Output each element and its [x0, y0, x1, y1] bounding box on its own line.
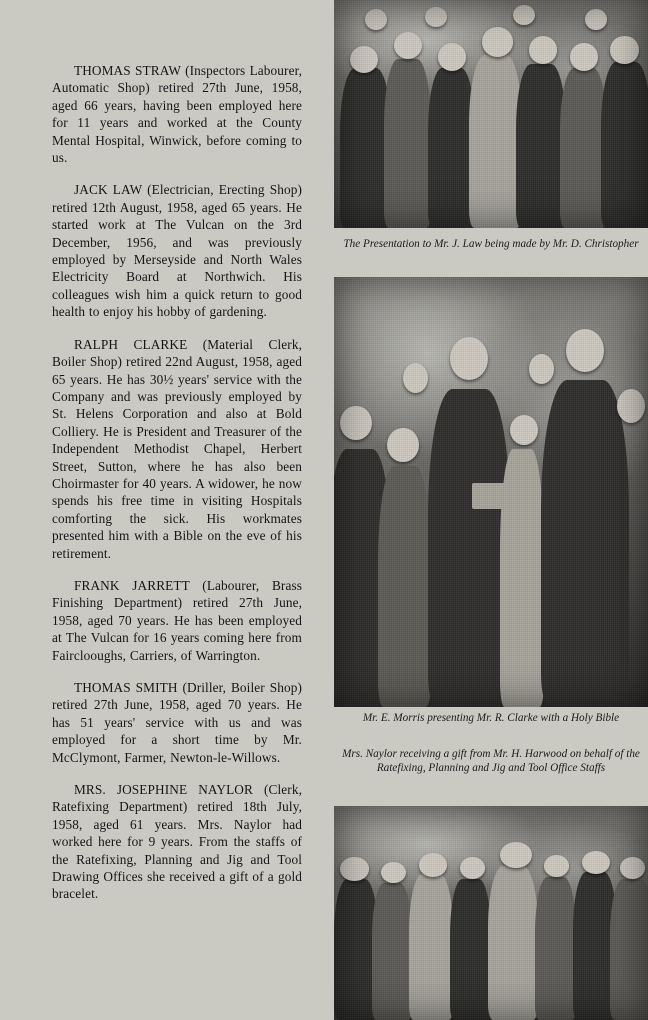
paragraph-thomas-smith: THOMAS SMITH (Driller, Boiler Shop) retired 27th June, 1958, aged 70 years. He has 51 years' service with us and was employed for a short time by Mr. McClymont, Farmer, Newton-le-Willows.: [52, 680, 302, 765]
photo-mr-e-morris-presenting-mr-r-clarke: [334, 277, 648, 707]
caption-presentation-to-mr-j-law: The Presentation to Mr. J. Law being made by Mr. D. Christopher: [343, 238, 639, 250]
paragraph-ralph-clarke: RALPH CLARKE (Material Clerk, Boiler Shop) retired 22nd August, 1958, aged 65 years. He has 30½ years' service with the Company and was previously employed by St. Helens Corporation and also at Bold Colliery. He is President and Treasurer of the Independent Methodist Chapel, Herbert Street, Sutton, where he has also been Choirmaster for 40 years. A widower, he now spends his free time in visiting Hospitals comforting the sick. His workmates presented him with a Bible on the eve of his retirement.: [52, 336, 302, 561]
photo-vignette: [334, 277, 648, 707]
caption-mr-e-morris-presenting-mr-r-clarke: Mr. E. Morris presenting Mr. R. Clarke with a Holy Bible: [362, 712, 620, 724]
photo-vignette: [334, 0, 648, 228]
article-text-column: [52, 62, 302, 903]
paragraph-josephine-naylor: MRS. JOSEPHINE NAYLOR (Clerk, Ratefixing Department) retired 18th July, 1958, aged 61 years. Mrs. Naylor had worked here for 9 years. From the staffs of the Ratefixing, Planning and Jig and Tool Drawing Offices she received a gift of a gold bracelet.: [52, 782, 302, 902]
photo-mrs-naylor-receiving-gift: [334, 806, 648, 1020]
caption-mrs-naylor-receiving-gift: Mrs. Naylor receiving a gift from Mr. H. Harwood on behalf of the Ratefixing, Planning and Jig and Tool Office Staffs: [342, 748, 640, 774]
photo-vignette: [334, 806, 648, 1020]
photo-presentation-to-mr-j-law: [334, 0, 648, 228]
photo-column: [334, 0, 648, 1020]
paragraph-jack-law: JACK LAW (Electrician, Erecting Shop) retired 12th August, 1958, aged 65 years. He started work at The Vulcan on the 3rd December, 1956, and was previously employed by Merseyside and North Wales Electricity Board at Northwich. His colleagues wish him a quick return to good health to enjoy his hobby of gardening.: [52, 182, 302, 320]
paragraph-frank-jarrett: FRANK JARRETT (Labourer, Brass Finishing Department) retired 27th June, 1958, aged 70 years. He has been employed at The Vulcan for 16 years coming here from Fairclooughs, Carriers, of Warrington.: [52, 577, 302, 663]
paragraph-thomas-straw: THOMAS STRAW (Inspectors Labourer, Automatic Shop) retired 27th June, 1958, aged 66 years, having been employed here for 11 years and worked at the County Mental Hospital, Winwick, before coming to us.: [52, 63, 302, 166]
